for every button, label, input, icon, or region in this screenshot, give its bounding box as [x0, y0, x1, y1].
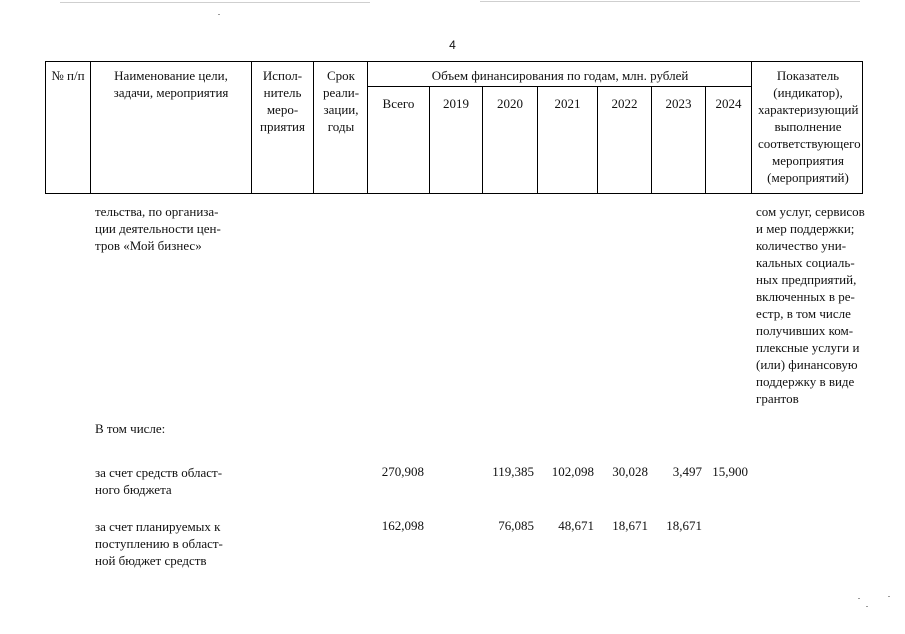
indicator-line: количество уни-	[756, 238, 847, 253]
header-col-2021: 2021	[554, 96, 581, 111]
indicator-line: (или) финансовую	[756, 357, 858, 372]
value-2022: 30,028	[612, 464, 648, 479]
header-period: Срок реали-зации, годы	[322, 68, 360, 134]
header-indicator: Показатель (индикатор), характеризующий выполнение соответствующего мероприятия (мероприятий)	[758, 68, 861, 185]
page-number: 4	[449, 38, 456, 52]
value-2020: 76,085	[498, 518, 534, 533]
scan-dust	[218, 14, 220, 15]
value-total: 270,908	[381, 464, 424, 479]
row-name-line: ной бюджет средств	[95, 553, 207, 568]
indicator-line: и мер поддержки;	[756, 221, 855, 236]
value-2024: 15,900	[712, 464, 748, 479]
header-col-2022: 2022	[611, 96, 638, 111]
scan-artifact	[480, 1, 860, 2]
header-col-2024: 2024	[715, 96, 742, 111]
indicator-line: получивших ком-	[756, 323, 854, 338]
header-col-2023: 2023	[665, 96, 692, 111]
header-executor: Испол-нитель меро-приятия	[259, 68, 305, 134]
indicator-line: ных предприятий,	[756, 272, 857, 287]
header-col-2020: 2020	[497, 96, 523, 111]
name-line: тров «Мой бизнес»	[95, 238, 202, 253]
subheading: В том числе:	[95, 421, 166, 436]
name-line: тельства, по организа-	[95, 204, 219, 219]
value-2021: 48,671	[558, 518, 594, 533]
scan-artifact	[60, 2, 370, 3]
indicator-line: поддержку в виде	[756, 374, 855, 389]
indicator-line: включенных в ре-	[756, 289, 855, 304]
scan-dust	[866, 606, 868, 607]
header-name: Наименование цели, задачи, мероприятия	[113, 68, 229, 100]
row-name-line: за счет средств област-	[95, 465, 223, 480]
indicator-line: грантов	[756, 391, 799, 406]
indicator-line: плексные услуги и	[756, 340, 860, 355]
value-total: 162,098	[381, 518, 424, 533]
name-line: ции деятельности цен-	[95, 221, 221, 236]
header-col-total: Всего	[382, 96, 415, 111]
row-name-line: ного бюджета	[95, 482, 172, 497]
value-2023: 18,671	[666, 518, 702, 533]
scan-dust	[858, 598, 860, 599]
row-name-line: поступлению в област-	[95, 536, 223, 551]
header-col-2019: 2019	[443, 96, 469, 111]
value-2023: 3,497	[672, 464, 702, 479]
value-2022: 18,671	[612, 518, 648, 533]
scan-dust	[888, 596, 890, 597]
indicator-line: сом услуг, сервисов	[756, 204, 865, 219]
header-index: № п/п	[51, 68, 85, 83]
value-2020: 119,385	[492, 464, 534, 479]
header-funding-title: Объем финансирования по годам, млн. рублей	[431, 68, 689, 83]
indicator-line: кальных социаль-	[756, 255, 855, 270]
indicator-line: естр, в том числе	[756, 306, 851, 321]
value-2021: 102,098	[551, 464, 594, 479]
row-name-line: за счет планируемых к	[95, 519, 221, 534]
